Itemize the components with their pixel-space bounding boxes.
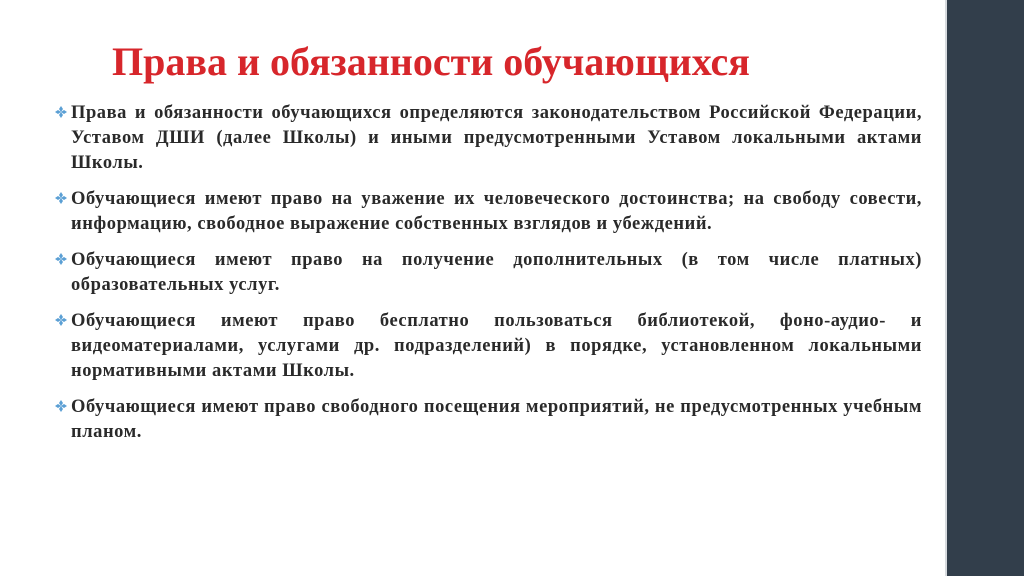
bullet-list [54, 101, 922, 456]
list-item-text: Обучающиеся имеют право на получение дополнительных (в том числе платных) образовательных услуг. [71, 250, 922, 295]
list-item-text: Обучающиеся имеют право бесплатно пользоваться библиотекой, фоно-аудио- и видеоматериалами, услугами др. подразделений) в порядке, установленном локальными нормативными актами Школы. [71, 311, 922, 381]
diamond-bullet-icon [54, 191, 68, 205]
diamond-bullet-icon [54, 105, 68, 119]
slide-title: Права и обязанности обучающихся [112, 39, 750, 84]
diamond-bullet-icon [54, 313, 68, 327]
list-item [54, 309, 922, 384]
list-item-text: Обучающиеся имеют право на уважение их человеческого достоинства; на свободу совести, информацию, свободное выражение собственных взглядов и убеждений. [71, 189, 922, 234]
list-item-text: Обучающиеся имеют право свободного посещения мероприятий, не предусмотренных учебным планом. [71, 397, 922, 442]
list-item [54, 101, 922, 176]
diamond-bullet-icon [54, 399, 68, 413]
decorative-sidebar [947, 0, 1024, 576]
list-item [54, 395, 922, 445]
list-item [54, 187, 922, 237]
list-item-text: Права и обязанности обучающихся определяются законодательством Российской Федерации, Уставом ДШИ (далее Школы) и иными предусмотренными Уставом локальными актами Школы. [71, 103, 922, 173]
list-item [54, 248, 922, 298]
diamond-bullet-icon [54, 252, 68, 266]
